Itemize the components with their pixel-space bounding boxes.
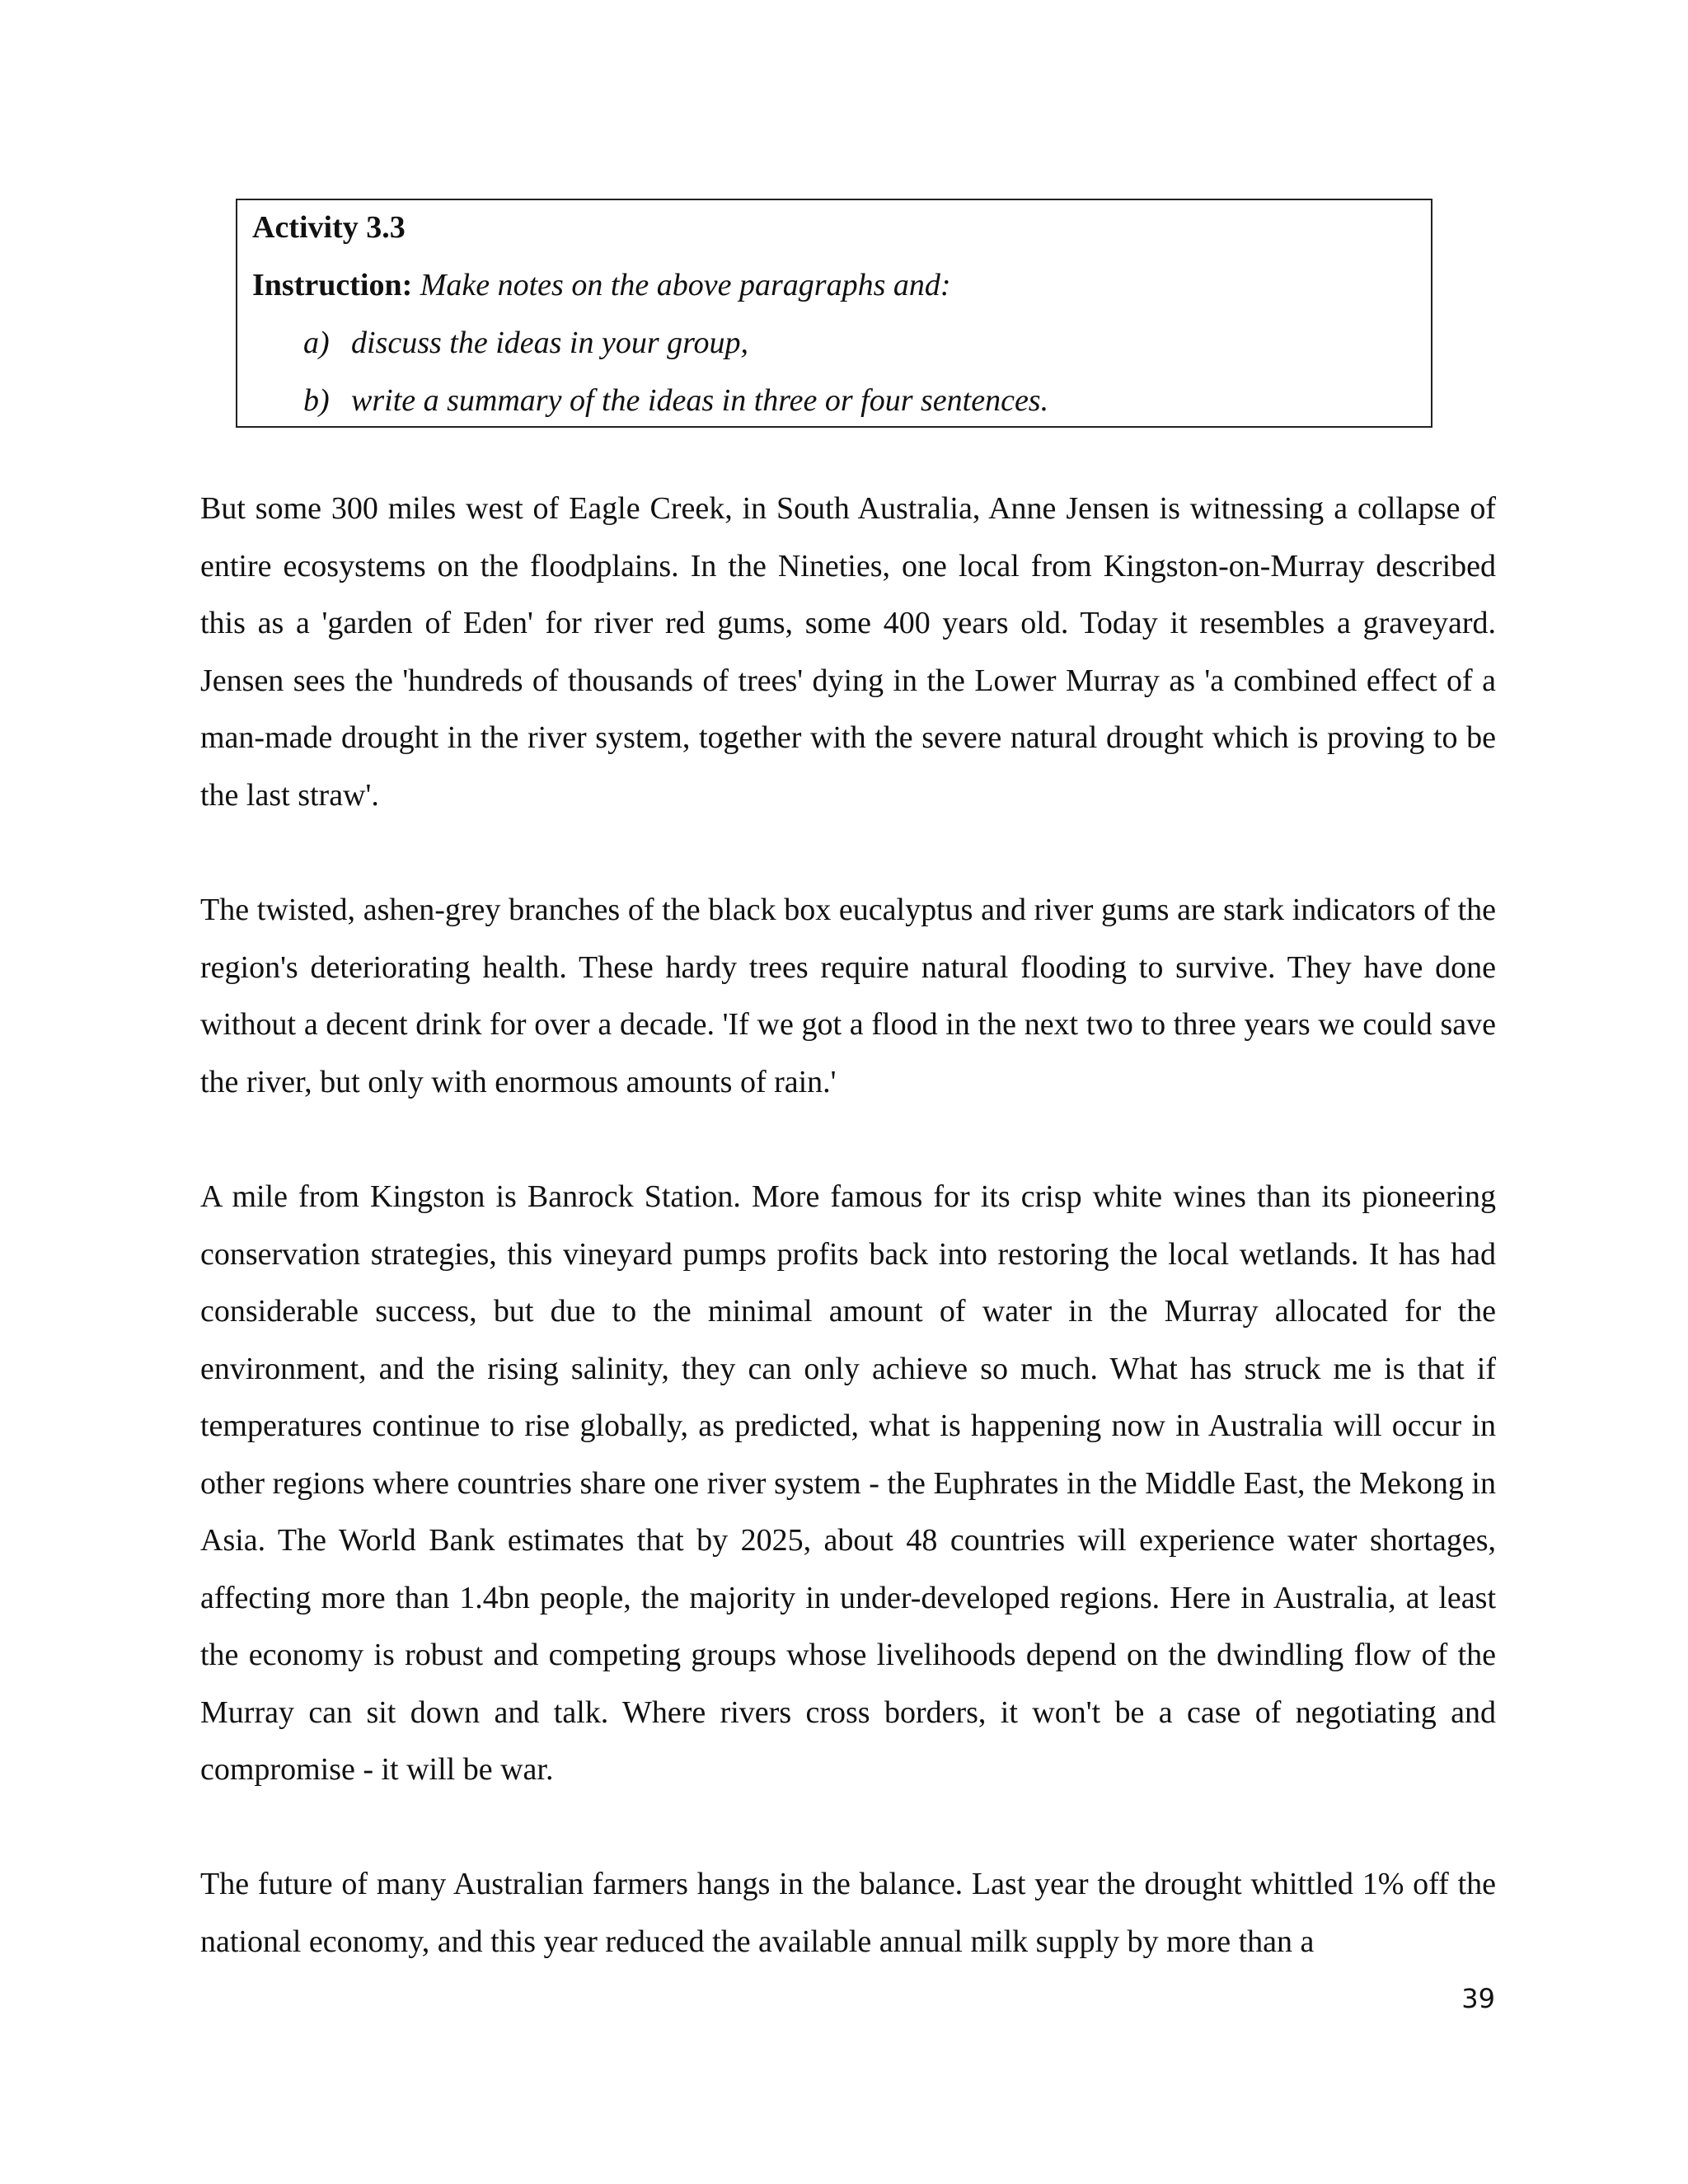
instruction-text: Make notes on the above paragraphs and: xyxy=(412,268,951,302)
task-marker-b: b) xyxy=(303,383,330,418)
activity-title: Activity 3.3 xyxy=(252,210,406,245)
activity-box xyxy=(236,199,1432,428)
task-text-b: write a summary of the ideas in three or four sentences. xyxy=(351,383,1049,418)
paragraph-black-box-trees: The twisted, ashen-grey branches of the black box eucalyptus and river gums are stark indicators of the region's deteriorating health. These hardy trees require natural flooding to survive. They have done without a decent drink for over a decade. 'If we got a flood in the next two to three years we could save the river, but only with enormous amounts of rain.' xyxy=(200,893,1496,1099)
task-marker-a: a) xyxy=(303,326,330,360)
page-number: 39 xyxy=(1461,1983,1495,2014)
paragraph-jensen-floodplains: But some 300 miles west of Eagle Creek, in South Australia, Anne Jensen is witnessing a collapse of entire ecosystems on the floodplains. In the Nineties, one local from Kingston-on-Murray described this as a 'garden of Eden' for river red gums, some 400 years old. Today it resembles a graveyard. Jensen sees the 'hundreds of thousands of trees' dying in the Lower Murray as 'a combined effect of a man-made drought in the river system, together with the severe natural drought which is proving to be the last straw'. xyxy=(200,491,1496,813)
instruction-line xyxy=(252,256,1416,314)
task-list xyxy=(252,314,1416,429)
task-text-a: discuss the ideas in your group, xyxy=(351,326,749,360)
task-item-b xyxy=(252,372,1416,429)
paragraph-farmers-future: The future of many Australian farmers hangs in the balance. Last year the drought whittled 1% off the national economy, and this year reduced the available annual milk supply by more than a xyxy=(200,1867,1496,1959)
paragraph-banrock-station: A mile from Kingston is Banrock Station. More famous for its crisp white wines than its pioneering conservation strategies, this vineyard pumps profits back into restoring the local wetlands. It has had considerable success, but due to the minimal amount of water in the Murray allocated for the environment, and the rising salinity, they can only achieve so much. What has struck me is that if temperatures continue to rise globally, as predicted, what is happening now in Australia will occur in other regions where countries share one river system - the Euphrates in the Middle East, the Mekong in Asia. The World Bank estimates that by 2025, about 48 countries will experience water shortages, affecting more than 1.4bn people, the majority in under-developed regions. Here in Australia, at least the economy is robust and competing groups whose livelihoods depend on the dwindling flow of the Murray can sit down and talk. Where rivers cross borders, it won't be a case of negotiating and compromise - it will be war. xyxy=(200,1179,1496,1787)
instruction-label: Instruction: xyxy=(252,268,413,302)
task-item-a xyxy=(252,314,1416,372)
